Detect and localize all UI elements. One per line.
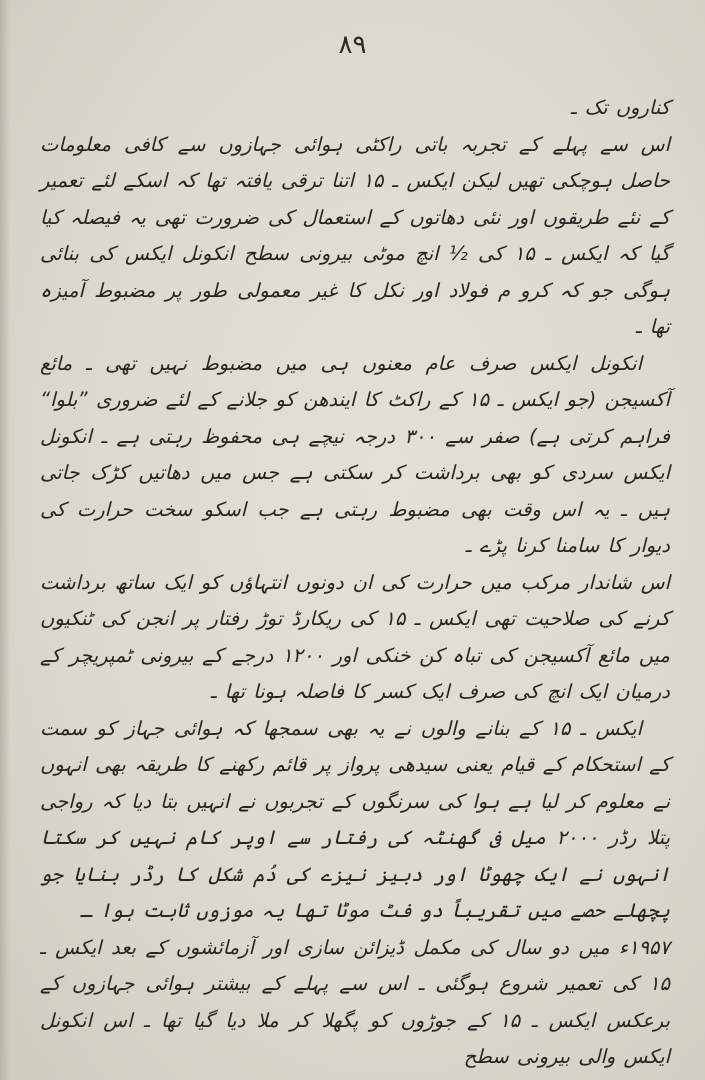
paragraph-construction: ۱۹۵۷ء میں دو سال کی مکمل ڈیزائن سازی اور آزمائشوں کے بعد ایکس ـ ۱۵ کی تعمیر شروع ہوگئی ـ اس سے پہلے کے بیشتر ہوائی جہازوں کے برعکس ایکس ـ ۱۵ کے جوڑوں کو پگھلا کر ملا دیا گیا تھا ـ اس انکونل ایکس والی بیرونی سطح — [40, 935, 670, 1068]
paragraph-materials: اس سے پہلے کے تجربہ باتی راکٹی ہوائی جہازوں سے کافی معلومات حاصل ہوچکی تھیں لیکن ایکس ـ ۱۵ اتنا ترقی یافتہ تھا کہ اسکے لئے تعمیر کے نئے طریقوں اور نئی دھاتوں کے استعمال کی ضرورت تھی یہ فیصلہ کیا گیا کہ ایکس ـ ۱۵ کی ½ انچ موٹی بیرونی سطح انکونل ایکس کی بنائی ہوگی جو کہ کرو م فولاد اور نکل کا غیر معمولی طور پر مضبوط آمیزہ تھا ـ — [40, 132, 671, 338]
paragraph-inconel: انکونل ایکس صرف عام معنوں ہی میں مضبوط نہیں تھی ـ مائع آکسیجن (جو ایکس ـ ۱۵ کے راکٹ کا ایندھن کو جلانے کے لئے ضروری ”بلوا“ فراہم کرتی ہے) صفر سے ۳۰۰ درجہ نیچے ہی محفوظ رہتی ہے ـ انکونل ایکس سردی کو بھی برداشت کر سکتی ہے جس میں دھاتیں کڑک جاتی ہیں ـ یہ اس وقت بھی مضبوط رہتی ہے جب اسکو سخت حرارت کی دیوار کا سامنا کرنا پڑے ـ — [40, 351, 671, 557]
page-binding-shadow — [0, 0, 10, 1080]
paragraph-rudder: ایکس ـ ۱۵ کے بنانے والوں نے یہ بھی سمجھا کہ ہوائی جہاز کو سمت کے استحکام کے قیام یعنی سیدھی پرواز پر قائم رکھنے کا طریقہ بھی انہوں نے معلوم کر لیا ہے ہوا کی سرنگوں کے تجربوں نے انہیں بتا دیا کہ رواجی پتلا رڈر ۲۰۰۰ میل فی گھنٹہ کی رفتار سے اوپر کام نہیں کر سکتا انہوں نے ایک چھوٹا اور دبیز نیزے کی دُم شکل کا رڈر بنایا جو پچھلے حصے میں تقریباً دو فٹ موٹا تھا یہ موزوں ثابت ہوا ـ — [40, 716, 670, 922]
paragraph-alloy-extremes: اس شاندار مرکب میں حرارت کی ان دونوں انتہاؤں کو ایک ساتھ برداشت کرنے کی صلاحیت تھی ایکس ـ ۱۵ کی ریکارڈ توڑ رفتار پر انجن کی ٹنکیوں میں مائع آکسیجن کی تباہ کن خنکی اور ۱۲۰۰ درجے کے بیرونی ٹمپریچر کے درمیان ایک انچ کی صرف ایک کسر کا فاصلہ ہونا تھا ـ — [40, 570, 671, 703]
paragraph-continuation: کناروں تک ـ — [570, 96, 670, 119]
page-number: ۸۹ — [338, 30, 367, 60]
body-text — [40, 90, 670, 1076]
